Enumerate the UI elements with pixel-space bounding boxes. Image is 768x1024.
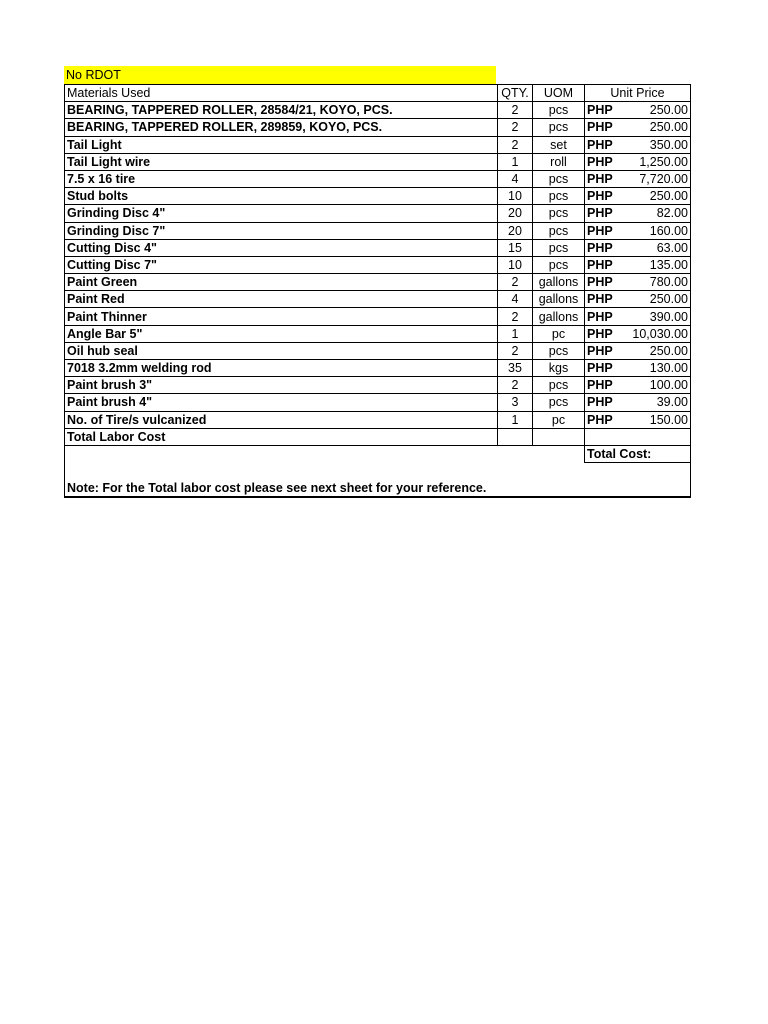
- item-currency: PHP: [585, 256, 623, 273]
- table-row: [65, 360, 691, 377]
- item-price: 63.00: [623, 239, 691, 256]
- item-uom: pcs: [533, 239, 585, 256]
- item-uom: pcs: [533, 222, 585, 239]
- item-qty: 20: [498, 222, 533, 239]
- item-uom: pcs: [533, 394, 585, 411]
- header-qty: QTY.: [498, 85, 533, 102]
- table-row: [65, 394, 691, 411]
- spacer-cell: [65, 445, 498, 462]
- table-row: [65, 188, 691, 205]
- item-price: 7,720.00: [623, 170, 691, 187]
- item-qty: 4: [498, 170, 533, 187]
- item-qty: 2: [498, 136, 533, 153]
- item-price: 82.00: [623, 205, 691, 222]
- item-qty: 20: [498, 205, 533, 222]
- item-qty: 2: [498, 308, 533, 325]
- item-uom: pcs: [533, 188, 585, 205]
- header-unit-price: Unit Price: [585, 85, 691, 102]
- item-price: 130.00: [623, 360, 691, 377]
- item-name: No. of Tire/s vulcanized: [65, 411, 498, 428]
- note-text: Note: For the Total labor cost please see next sheet for your reference.: [65, 480, 691, 497]
- blank-row: [65, 463, 691, 480]
- item-name: BEARING, TAPPERED ROLLER, 289859, KOYO, PCS.: [65, 119, 498, 136]
- item-currency: PHP: [585, 119, 623, 136]
- item-uom: roll: [533, 153, 585, 170]
- item-name: Tail Light wire: [65, 153, 498, 170]
- item-currency: PHP: [585, 274, 623, 291]
- item-price: 250.00: [623, 119, 691, 136]
- item-uom: gallons: [533, 308, 585, 325]
- item-qty: 1: [498, 153, 533, 170]
- item-uom: kgs: [533, 360, 585, 377]
- item-name: BEARING, TAPPERED ROLLER, 28584/21, KOYO, PCS.: [65, 102, 498, 119]
- table-row: [65, 153, 691, 170]
- table-row: [65, 342, 691, 359]
- item-price: 250.00: [623, 188, 691, 205]
- item-price: 780.00: [623, 274, 691, 291]
- item-uom: pcs: [533, 102, 585, 119]
- total-labor-price: [585, 428, 691, 445]
- item-name: 7018 3.2mm welding rod: [65, 360, 498, 377]
- item-price: 39.00: [623, 394, 691, 411]
- total-labor-qty: [498, 428, 533, 445]
- item-name: Grinding Disc 4": [65, 205, 498, 222]
- table-row: [65, 308, 691, 325]
- table-row: [65, 205, 691, 222]
- total-cost-label: Total Cost:: [585, 445, 691, 462]
- item-name: Angle Bar 5": [65, 325, 498, 342]
- item-name: Cutting Disc 7": [65, 256, 498, 273]
- table-row: [65, 411, 691, 428]
- item-name: Paint Red: [65, 291, 498, 308]
- table-row: [65, 102, 691, 119]
- item-name: Oil hub seal: [65, 342, 498, 359]
- table-row: [65, 170, 691, 187]
- header-uom: UOM: [533, 85, 585, 102]
- item-currency: PHP: [585, 136, 623, 153]
- item-qty: 2: [498, 102, 533, 119]
- table-row: [65, 119, 691, 136]
- item-price: 390.00: [623, 308, 691, 325]
- item-price: 1,250.00: [623, 153, 691, 170]
- item-price: 250.00: [623, 102, 691, 119]
- header-materials: Materials Used: [65, 85, 498, 102]
- item-currency: PHP: [585, 342, 623, 359]
- item-name: Paint brush 4": [65, 394, 498, 411]
- item-uom: gallons: [533, 274, 585, 291]
- item-uom: pcs: [533, 119, 585, 136]
- item-name: Cutting Disc 4": [65, 239, 498, 256]
- item-name: 7.5 x 16 tire: [65, 170, 498, 187]
- note-row: [65, 480, 691, 497]
- item-currency: PHP: [585, 394, 623, 411]
- spacer-cell: [533, 445, 585, 462]
- item-uom: pc: [533, 325, 585, 342]
- item-uom: pcs: [533, 377, 585, 394]
- item-currency: PHP: [585, 170, 623, 187]
- item-name: Paint Thinner: [65, 308, 498, 325]
- spacer-cell: [623, 463, 691, 480]
- item-qty: 10: [498, 256, 533, 273]
- item-price: 10,030.00: [623, 325, 691, 342]
- item-qty: 1: [498, 325, 533, 342]
- item-currency: PHP: [585, 377, 623, 394]
- table-row: [65, 136, 691, 153]
- item-qty: 2: [498, 274, 533, 291]
- item-currency: PHP: [585, 153, 623, 170]
- table-row: [65, 274, 691, 291]
- table-row: [65, 325, 691, 342]
- materials-sheet: [64, 66, 690, 498]
- table-row: [65, 222, 691, 239]
- item-currency: PHP: [585, 102, 623, 119]
- item-price: 100.00: [623, 377, 691, 394]
- table-row: [65, 291, 691, 308]
- item-qty: 35: [498, 360, 533, 377]
- item-uom: pcs: [533, 256, 585, 273]
- table-row: [65, 256, 691, 273]
- item-name: Stud bolts: [65, 188, 498, 205]
- item-currency: PHP: [585, 360, 623, 377]
- item-uom: pcs: [533, 342, 585, 359]
- item-name: Paint Green: [65, 274, 498, 291]
- total-labor-label: Total Labor Cost: [65, 428, 498, 445]
- item-qty: 1: [498, 411, 533, 428]
- item-qty: 15: [498, 239, 533, 256]
- item-currency: PHP: [585, 239, 623, 256]
- item-price: 135.00: [623, 256, 691, 273]
- banner-label: No RDOT: [64, 66, 496, 84]
- item-uom: pcs: [533, 205, 585, 222]
- materials-table: [64, 84, 691, 498]
- item-qty: 2: [498, 377, 533, 394]
- item-currency: PHP: [585, 188, 623, 205]
- item-price: 250.00: [623, 291, 691, 308]
- spacer-cell: [65, 463, 623, 480]
- item-name: Paint brush 3": [65, 377, 498, 394]
- item-qty: 4: [498, 291, 533, 308]
- item-price: 250.00: [623, 342, 691, 359]
- item-uom: pcs: [533, 170, 585, 187]
- item-price: 150.00: [623, 411, 691, 428]
- item-qty: 3: [498, 394, 533, 411]
- spacer-cell: [498, 445, 533, 462]
- item-name: Grinding Disc 7": [65, 222, 498, 239]
- item-price: 160.00: [623, 222, 691, 239]
- item-currency: PHP: [585, 411, 623, 428]
- item-currency: PHP: [585, 222, 623, 239]
- item-currency: PHP: [585, 205, 623, 222]
- item-uom: pc: [533, 411, 585, 428]
- item-currency: PHP: [585, 291, 623, 308]
- table-row: [65, 239, 691, 256]
- item-qty: 2: [498, 342, 533, 359]
- item-uom: gallons: [533, 291, 585, 308]
- item-qty: 2: [498, 119, 533, 136]
- item-name: Tail Light: [65, 136, 498, 153]
- item-price: 350.00: [623, 136, 691, 153]
- total-cost-row: [65, 445, 691, 462]
- item-currency: PHP: [585, 308, 623, 325]
- table-header-row: [65, 85, 691, 102]
- item-uom: set: [533, 136, 585, 153]
- total-labor-uom: [533, 428, 585, 445]
- item-currency: PHP: [585, 325, 623, 342]
- table-row: [65, 377, 691, 394]
- item-qty: 10: [498, 188, 533, 205]
- total-labor-row: [65, 428, 691, 445]
